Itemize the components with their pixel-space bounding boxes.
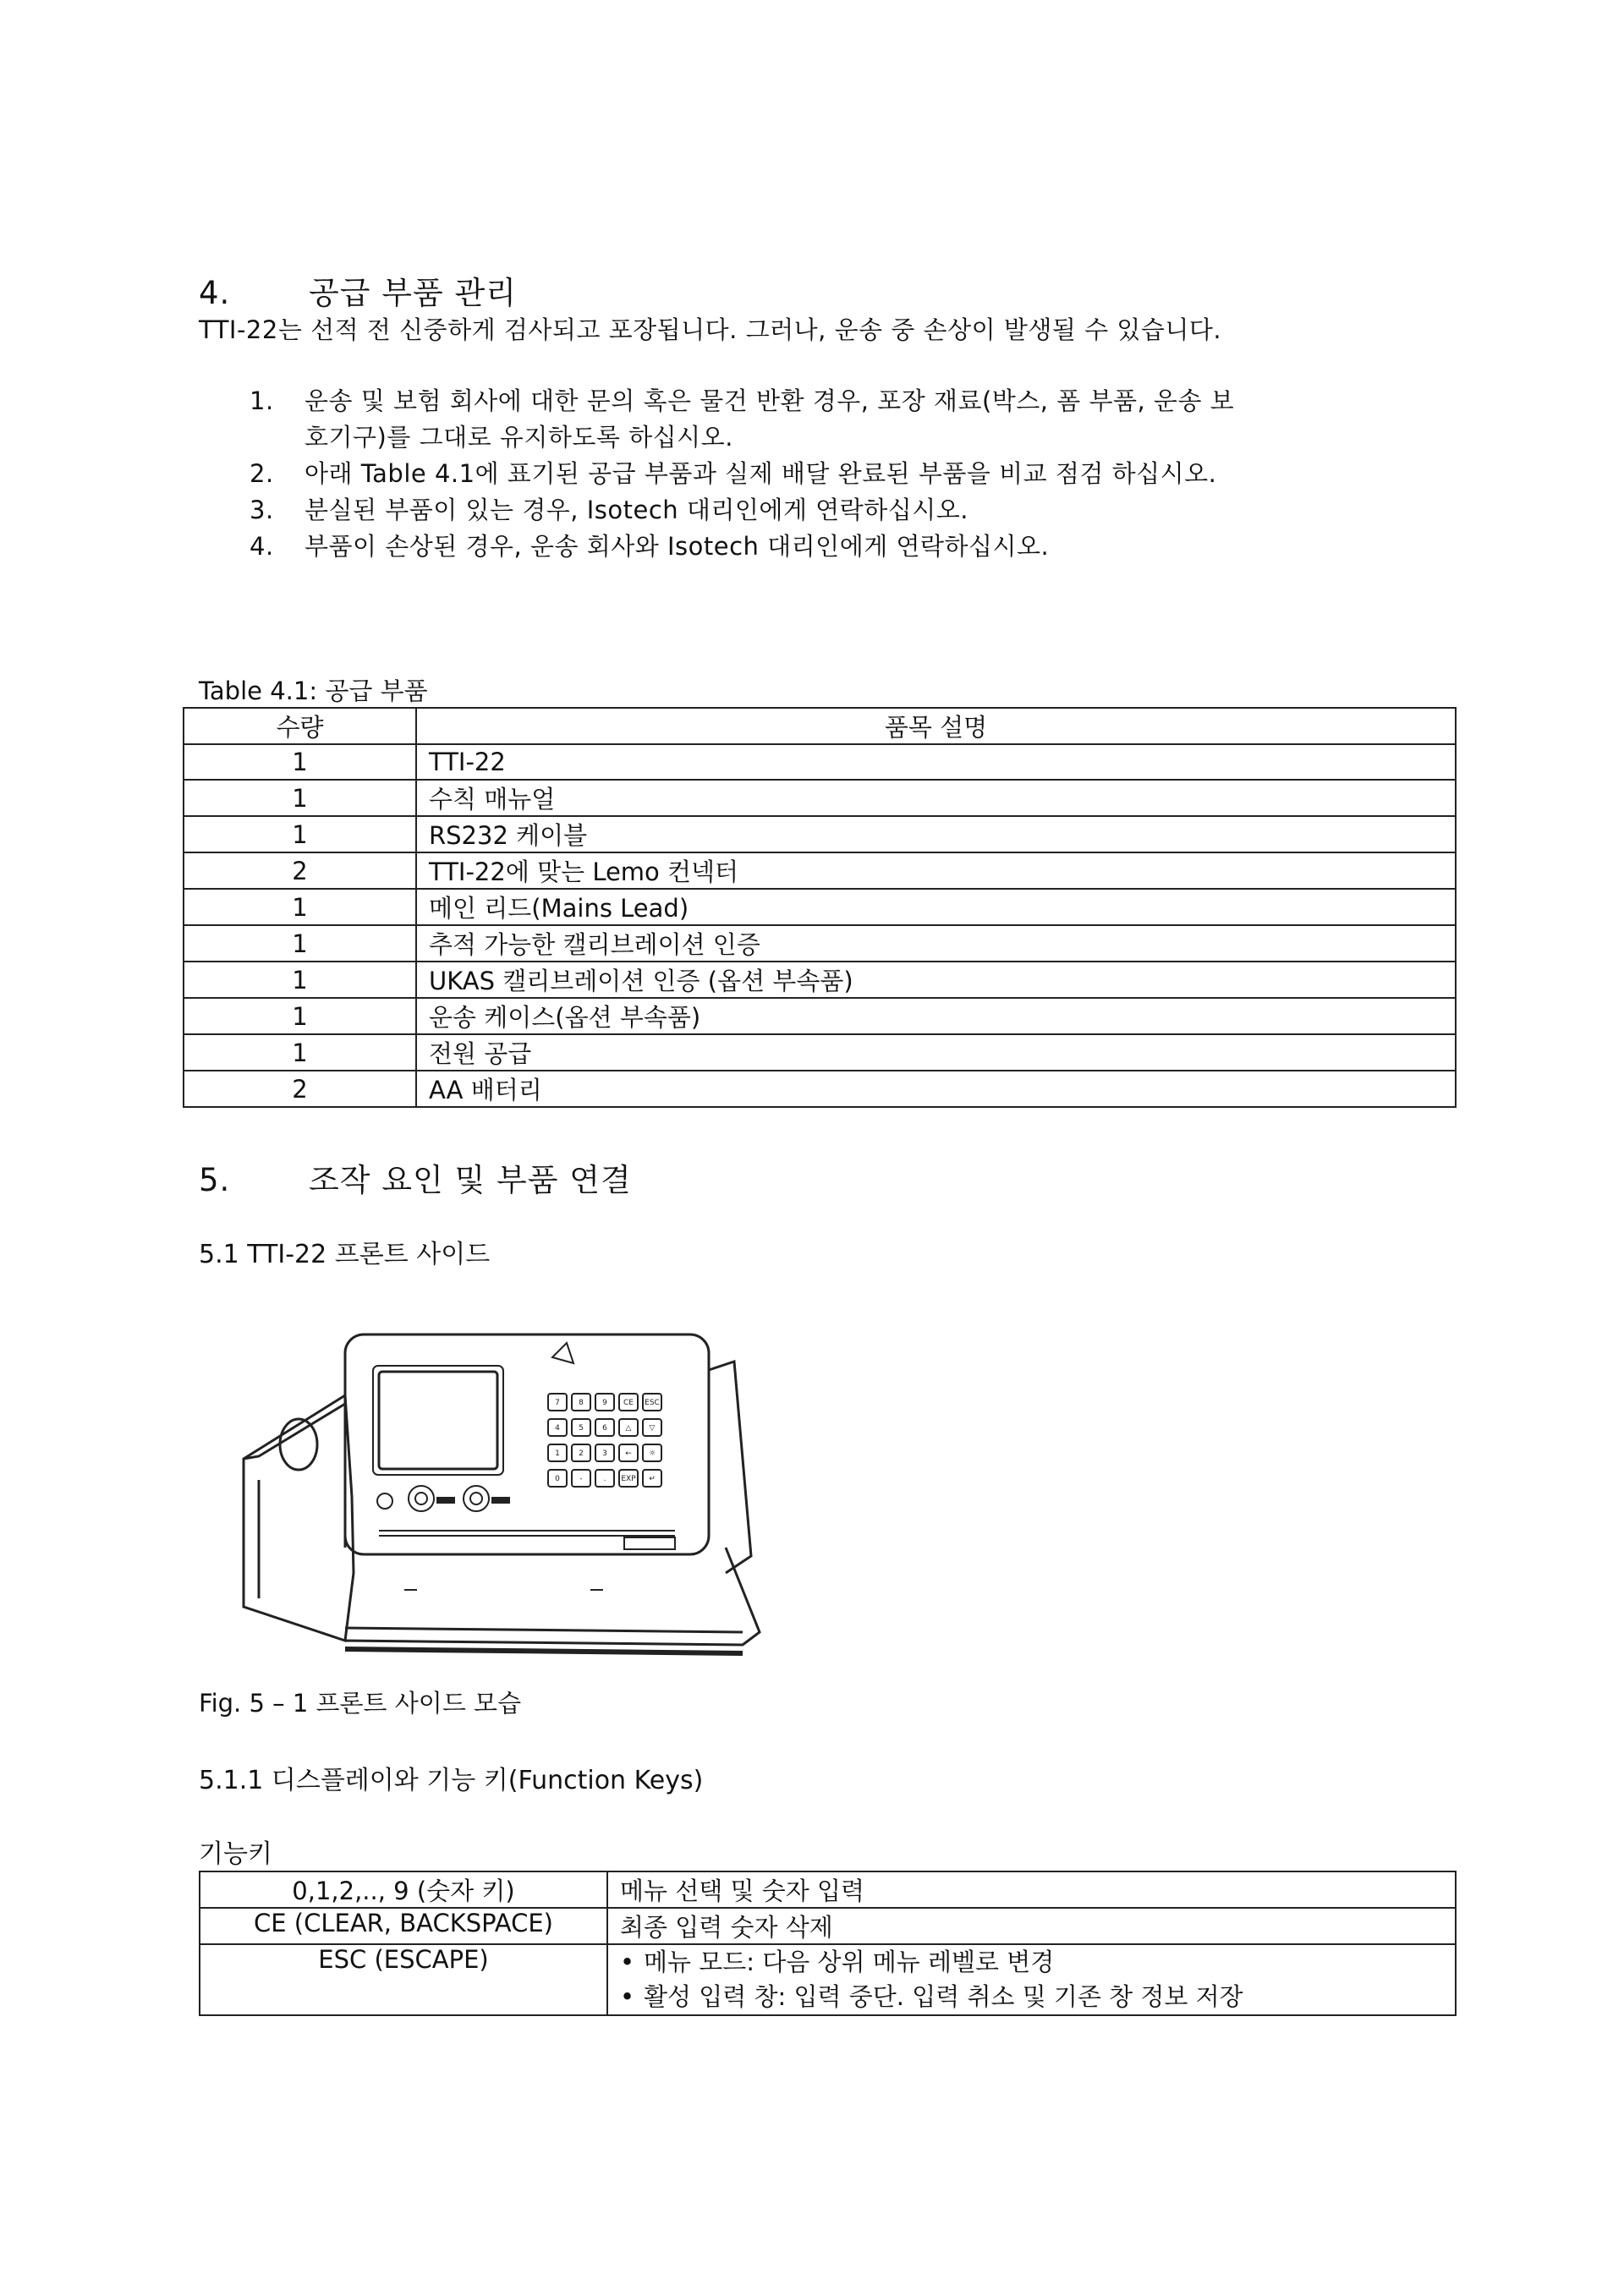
function-keys-table [199,1871,1457,2016]
section-4-number: 4. [199,275,231,311]
table-row [200,1944,1456,2015]
keypad-key-label: △ [625,1424,632,1433]
connector-1-label [436,1497,455,1504]
qty-header: 수량 [184,708,416,744]
qty-cell: 1 [184,1034,416,1071]
section-4-intro: TTI-22는 선적 전 신중하게 검사되고 포장됩니다. 그러나, 운송 중 손상이 발생될 수 있습니다. [199,315,1222,344]
key-cell: ESC (ESCAPE) [200,1944,607,2015]
list-item [250,456,1234,492]
section-5-title: 조작 요인 및 부품 연결 [309,1162,632,1198]
connector-2-label [491,1497,510,1504]
keypad-key-label: 0 [555,1475,560,1483]
qty-cell: 2 [184,852,416,889]
qty-cell: 1 [184,744,416,780]
function-keys-label: 기능키 [199,1839,272,1869]
keypad-key-label: 8 [579,1399,584,1407]
keypad-key-label: 6 [602,1424,607,1433]
figure-5-1-caption: Fig. 5 – 1 프론트 사이드 모습 [199,1689,522,1718]
desc-cell: 운송 케이스(옵션 부속품) [416,998,1456,1034]
table-row [200,1908,1456,1944]
list-item [250,383,1234,456]
section-4-heading [199,267,517,313]
desc-cell: 메인 리드(Mains Lead) [416,889,1456,925]
qty-cell: 2 [184,1071,416,1107]
brand-logo-icon [552,1343,573,1363]
keypad-key-label: - [579,1475,583,1483]
list-item [250,492,1234,529]
keypad-key-label: CE [623,1399,634,1407]
table-row [184,744,1456,780]
table-row [184,816,1456,852]
key-desc-list [620,1945,1443,2014]
keypad-key-label: 5 [579,1424,584,1433]
connector-2-inner [470,1493,482,1504]
handle-knob-shape [280,1419,317,1470]
table-row [184,962,1456,998]
desc-cell: 추적 가능한 캘리브레이션 인증 [416,925,1456,962]
inspection-steps-list [250,383,1234,565]
connector-1-inner [415,1493,427,1504]
qty-cell: 1 [184,780,416,816]
table-4-1-caption: Table 4.1: 공급 부품 [199,677,428,705]
section-5-number: 5. [199,1162,231,1198]
key-desc-cell: 메뉴 선택 및 숫자 입력 [607,1871,1456,1908]
list-item: • 활성 입력 창: 입력 중단. 입력 취소 및 기존 창 정보 저장 [620,1980,1443,2014]
keypad [548,1394,661,1487]
list-item-number: 4. [250,532,274,561]
table-header-row [184,708,1456,744]
desc-cell: 수칙 매뉴얼 [416,780,1456,816]
keypad-key-label: ▽ [649,1424,656,1433]
keypad-key-label: . [603,1475,606,1483]
base-foot [345,1649,743,1653]
qty-cell: 1 [184,925,416,962]
connector-2-icon [464,1486,489,1511]
keypad-key-label: 3 [602,1449,607,1458]
display-bezel [373,1366,503,1475]
qty-cell: 1 [184,889,416,925]
table-row [184,889,1456,925]
desc-cell: UKAS 캘리브레이션 인증 (옵션 부속품) [416,962,1456,998]
desc-cell: RS232 케이블 [416,816,1456,852]
keypad-key-label: ↵ [649,1475,656,1483]
key-desc-cell: 최종 입력 숫자 삭제 [607,1908,1456,1944]
list-item-text: 아래 Table 4.1에 표기된 공급 부품과 실제 배달 완료된 부품을 비교 점검 하십시오. [304,459,1217,488]
model-label-plate [624,1537,675,1549]
keypad-key-label: ☼ [648,1449,656,1458]
key-desc-cell [607,1944,1456,2015]
section-5-heading [199,1154,632,1200]
list-item-number: 3. [250,496,274,524]
keypad-key-label: ← [625,1449,632,1458]
tti-22-front-illustration [218,1319,776,1658]
table-row [184,1071,1456,1107]
keypad-key-label: ESC [645,1399,660,1407]
table-row [184,1034,1456,1071]
keypad-key-label: 1 [555,1449,560,1458]
keypad-key-label: EXP [621,1475,636,1483]
desc-cell: TTI-22 [416,744,1456,780]
list-item-text: 부품이 손상된 경우, 운송 회사와 Isotech 대리인에게 연락하십시오. [304,532,1050,561]
keypad-key-label: 7 [555,1399,560,1407]
desc-cell: 전원 공급 [416,1034,1456,1071]
table-row [184,852,1456,889]
table-row [184,925,1456,962]
keypad-key-label: 4 [555,1424,560,1433]
qty-cell: 1 [184,962,416,998]
key-cell: 0,1,2,.., 9 (숫자 키) [200,1871,607,1908]
qty-cell: 1 [184,998,416,1034]
list-item-number: 1. [250,386,274,415]
table-row [200,1871,1456,1908]
list-item-text-cont: 호기구)를 그대로 유지하도록 하십시오. [304,423,733,452]
base-rail-2 [345,1628,743,1632]
desc-header: 품목 설명 [416,708,1456,744]
desc-cell: AA 배터리 [416,1071,1456,1107]
keypad-key-label: 9 [602,1399,607,1407]
subsection-5-1-heading: 5.1 TTI-22 프론트 사이드 [199,1240,491,1269]
key-cell: CE (CLEAR, BACKSPACE) [200,1908,607,1944]
list-item-text: 분실된 부품이 있는 경우, Isotech 대리인에게 연락하십시오. [304,496,968,524]
list-item-text: 운송 및 보험 회사에 대한 문의 혹은 물건 반환 경우, 포장 재료(박스, 폼 부품, 운송 보 [304,386,1235,415]
desc-cell: TTI-22에 맞는 Lemo 컨넥터 [416,852,1456,889]
section-4-title: 공급 부품 관리 [309,275,517,311]
list-item [250,529,1234,565]
subsection-5-1-1-heading: 5.1.1 디스플레이와 기능 키(Function Keys) [199,1766,704,1795]
power-button-icon [377,1493,392,1509]
qty-cell: 1 [184,816,416,852]
table-row [184,780,1456,816]
right-bracket-shape [709,1362,751,1573]
table-row [184,998,1456,1034]
connector-1-icon [409,1486,434,1511]
list-item: • 메뉴 모드: 다음 상위 메뉴 레벨로 변경 [620,1945,1443,1980]
display-screen [379,1372,497,1469]
supplied-parts-table [183,707,1457,1108]
list-item-number: 2. [250,459,274,488]
keypad-key-label: 2 [579,1449,584,1458]
